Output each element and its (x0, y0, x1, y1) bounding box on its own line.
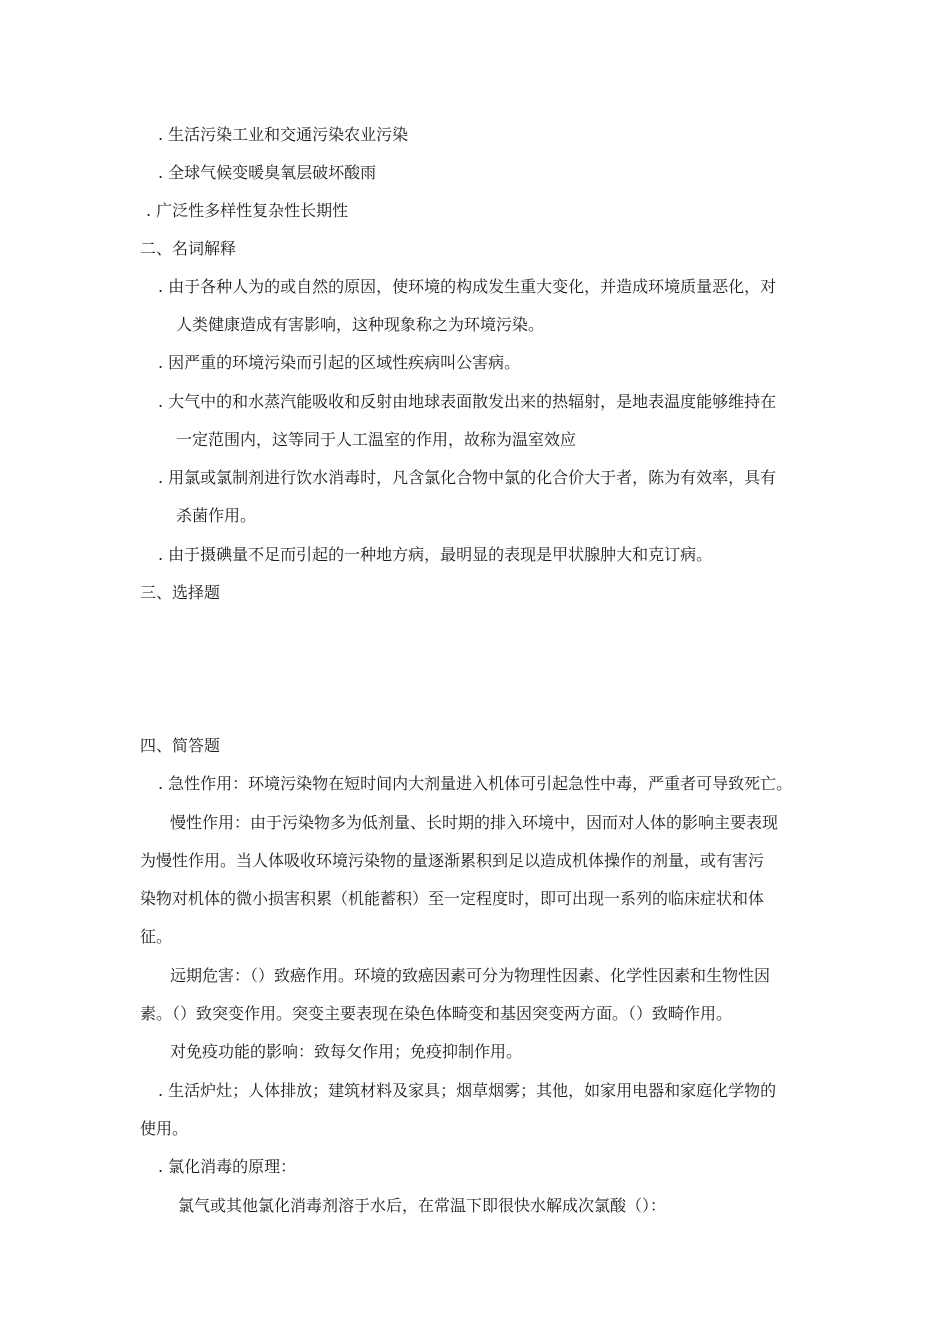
list-item: . 生活污染工业和交通污染农业污染 (158, 125, 409, 144)
paragraph-line: 使用。 (140, 1119, 189, 1138)
paragraph-line: . 因严重的环境污染而引起的区域性疾病叫公害病。 (158, 353, 521, 372)
paragraph-line: . 由于各种人为的或自然的原因，使环境的构成发生重大变化，并造成环境质量恶化，对 (158, 277, 777, 296)
section-heading: 三、选择题 (140, 583, 221, 602)
paragraph-line: . 氯化消毒的原理： (158, 1157, 297, 1176)
section-heading: 四、简答题 (140, 736, 221, 755)
paragraph-line: 一定范围内，这等同于人工温室的作用，故称为温室效应 (176, 430, 577, 449)
paragraph-line: 人类健康造成有害影响，这种现象称之为环境污染。 (176, 315, 545, 334)
paragraph-line: 杀菌作用。 (176, 506, 257, 525)
paragraph-line: . 用氯或氯制剂进行饮水消毒时，凡含氯化合物中氯的化合价大于者，陈为有效率，具有 (158, 468, 777, 487)
paragraph-line: 对免疫功能的影响：致每攵作用；免疫抑制作用。 (170, 1042, 523, 1061)
paragraph-line: 慢性作用：由于污染物多为低剂量、长时期的排入环境中，因而对人体的影响主要表现 (170, 813, 779, 832)
paragraph-line: 为慢性作用。当人体吸收环境污染物的量逐渐累积到足以造成机体操作的剂量，或有害污 (140, 851, 765, 870)
paragraph-line: . 生活炉灶；人体排放；建筑材料及家具；烟草烟雾；其他，如家用电器和家庭化学物的 (158, 1081, 777, 1100)
paragraph-line: 远期危害：（）致癌作用。环境的致癌因素可分为物理性因素、化学性因素和生物性因 (170, 966, 771, 985)
paragraph-line: . 由于摄碘量不足而引起的一种地方病，最明显的表现是甲状腺肿大和克订病。 (158, 545, 713, 564)
list-item: . 广泛性多样性复杂性长期性 (146, 201, 349, 220)
paragraph-line: 氯气或其他氯化消毒剂溶于水后，在常温下即很快水解成次氯酸（）： (178, 1196, 667, 1215)
paragraph-line: . 急性作用：环境污染物在短时间内大剂量进入机体可引起急性中毒，严重者可导致死亡。 (158, 774, 793, 793)
paragraph-line: . 大气中的和水蒸汽能吸收和反射由地球表面散发出来的热辐射，是地表温度能够维持在 (158, 392, 777, 411)
list-item: . 全球气候变暖臭氧层破坏酸雨 (158, 163, 377, 182)
section-heading: 二、名词解释 (140, 239, 237, 258)
paragraph-line: 征。 (140, 927, 173, 946)
paragraph-line: 素。（）致突变作用。突变主要表现在染色体畸变和基因突变两方面。（）致畸作用。 (140, 1004, 733, 1023)
paragraph-line: 染物对机体的微小损害积累（机能蓄积）至一定程度时，即可出现一系列的临床症状和体 (140, 889, 765, 908)
